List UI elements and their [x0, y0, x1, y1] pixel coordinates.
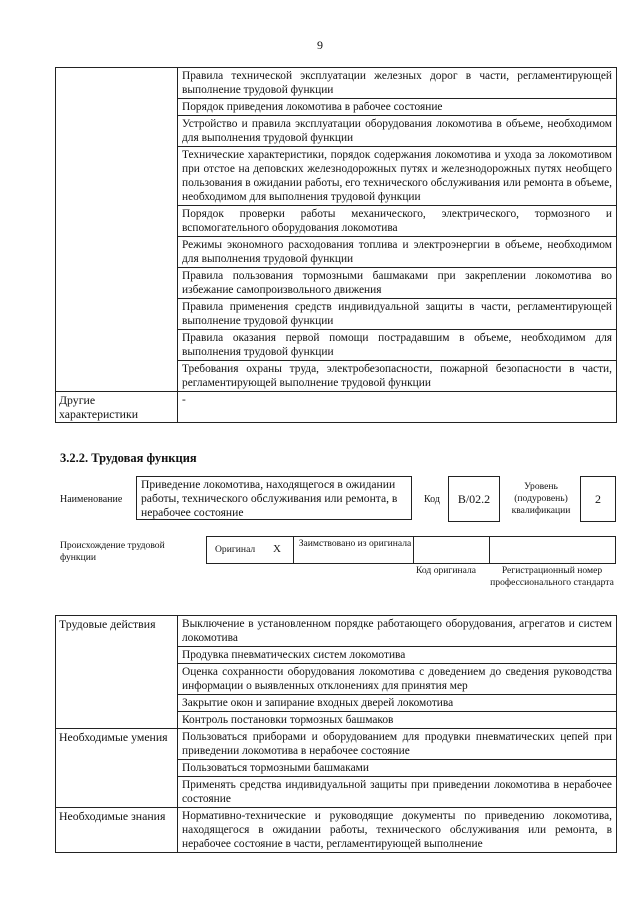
skills-label: Необходимые умения	[56, 729, 178, 808]
table-row: Требования охраны труда, электробезопасности, пожарной безопасности в части, регламентирующей выполнение трудовой функции	[178, 361, 617, 392]
code-value: B/02.2	[448, 476, 500, 522]
table-row: Правила применения средств индивидуальной защиты в части, регламентирующей выполнение трудовой функции	[178, 299, 617, 330]
page-number: 9	[317, 38, 323, 52]
table-row: Контроль постановки тормозных башмаков	[178, 712, 617, 729]
level-label: Уровень (подуровень) квалификации	[511, 481, 571, 516]
table-row: Порядок приведения локомотива в рабочее состояние	[178, 99, 617, 116]
origin-label: Происхождение трудовой функции	[60, 540, 165, 563]
reg-number-label: Регистрационный номер профессионального стандарта	[490, 565, 614, 588]
code-label: Код	[424, 494, 440, 505]
origin-box	[206, 536, 616, 564]
table-row: Порядок проверки работы механического, электрического, тормозного и вспомогательного оборудования локомотива	[178, 206, 617, 237]
table-row: Выключение в установленном порядке работающего оборудования, агрегатов и систем локомотива	[178, 616, 617, 647]
knowledge-table-continued	[55, 67, 617, 423]
table-row: Правила оказания первой помощи пострадавшим в объеме, необходимом для выполнения трудовой функции	[178, 330, 617, 361]
labor-function-table	[55, 615, 617, 853]
borrowed-label: Заимствовано из оригинала	[298, 538, 412, 549]
table-row: Оценка сохранности оборудования локомотива с доведением до сведения руководства информации о выявленных отклонениях для принятия мер	[178, 664, 617, 695]
table-row: Применять средства индивидуальной защиты при приведении локомотива в нерабочее состояние	[178, 777, 617, 808]
level-value: 2	[580, 476, 616, 522]
original-label: Оригинал	[215, 544, 256, 555]
knowledge-label: Необходимые знания	[56, 808, 178, 853]
table-row: Пользоваться тормозными башмаками	[178, 760, 617, 777]
empty-label-cell	[56, 68, 178, 392]
table-row: Нормативно-технические и руководящие документы по приведению локомотива, находящегося в ожидании работы, технического обслуживания или ремонта, в нерабочее состояние в части, регламентирующей выполнение	[178, 808, 617, 853]
name-label: Наименование	[60, 494, 123, 505]
table-row: Правила пользования тормозными башмаками при закреплении локомотива во избежание самопроизвольного движения	[178, 268, 617, 299]
table-row: Правила технической эксплуатации железных дорог в части, регламентирующей выполнение трудовой функции	[178, 68, 617, 99]
table-row: Устройство и правила эксплуатации оборудования локомотива в объеме, необходимом для выполнения трудовой функции	[178, 116, 617, 147]
table-row: Режимы экономного расходования топлива и электроэнергии в объеме, необходимом для выполнения трудовой функции	[178, 237, 617, 268]
section-title: 3.2.2. Трудовая функция	[60, 451, 197, 465]
table-row: Пользоваться приборами и оборудованием для продувки пневматических цепей при приведении локомотива в нерабочее состояние	[178, 729, 617, 760]
actions-label: Трудовые действия	[56, 616, 178, 729]
table-row: Продувка пневматических систем локомотива	[178, 647, 617, 664]
table-row: Закрытие окон и запирание входных дверей локомотива	[178, 695, 617, 712]
other-characteristics-value: -	[178, 392, 617, 423]
code-original-label: Код оригинала	[415, 565, 477, 576]
other-characteristics-label: Другие характеристики	[56, 392, 178, 423]
table-row: Технические характеристики, порядок содержания локомотива и ухода за локомотивом при отстое на деповских железнодорожных путях и железнодорожных путях необщего пользования в ожидании работы, его технического обслуживания или ремонта в объеме, необходимом для выполнения трудовой функции	[178, 147, 617, 206]
function-name-box: Приведение локомотива, находящегося в ожидании работы, технического обслуживания или ремонта, в нерабочее состояние	[136, 476, 412, 520]
original-mark: X	[273, 543, 281, 555]
